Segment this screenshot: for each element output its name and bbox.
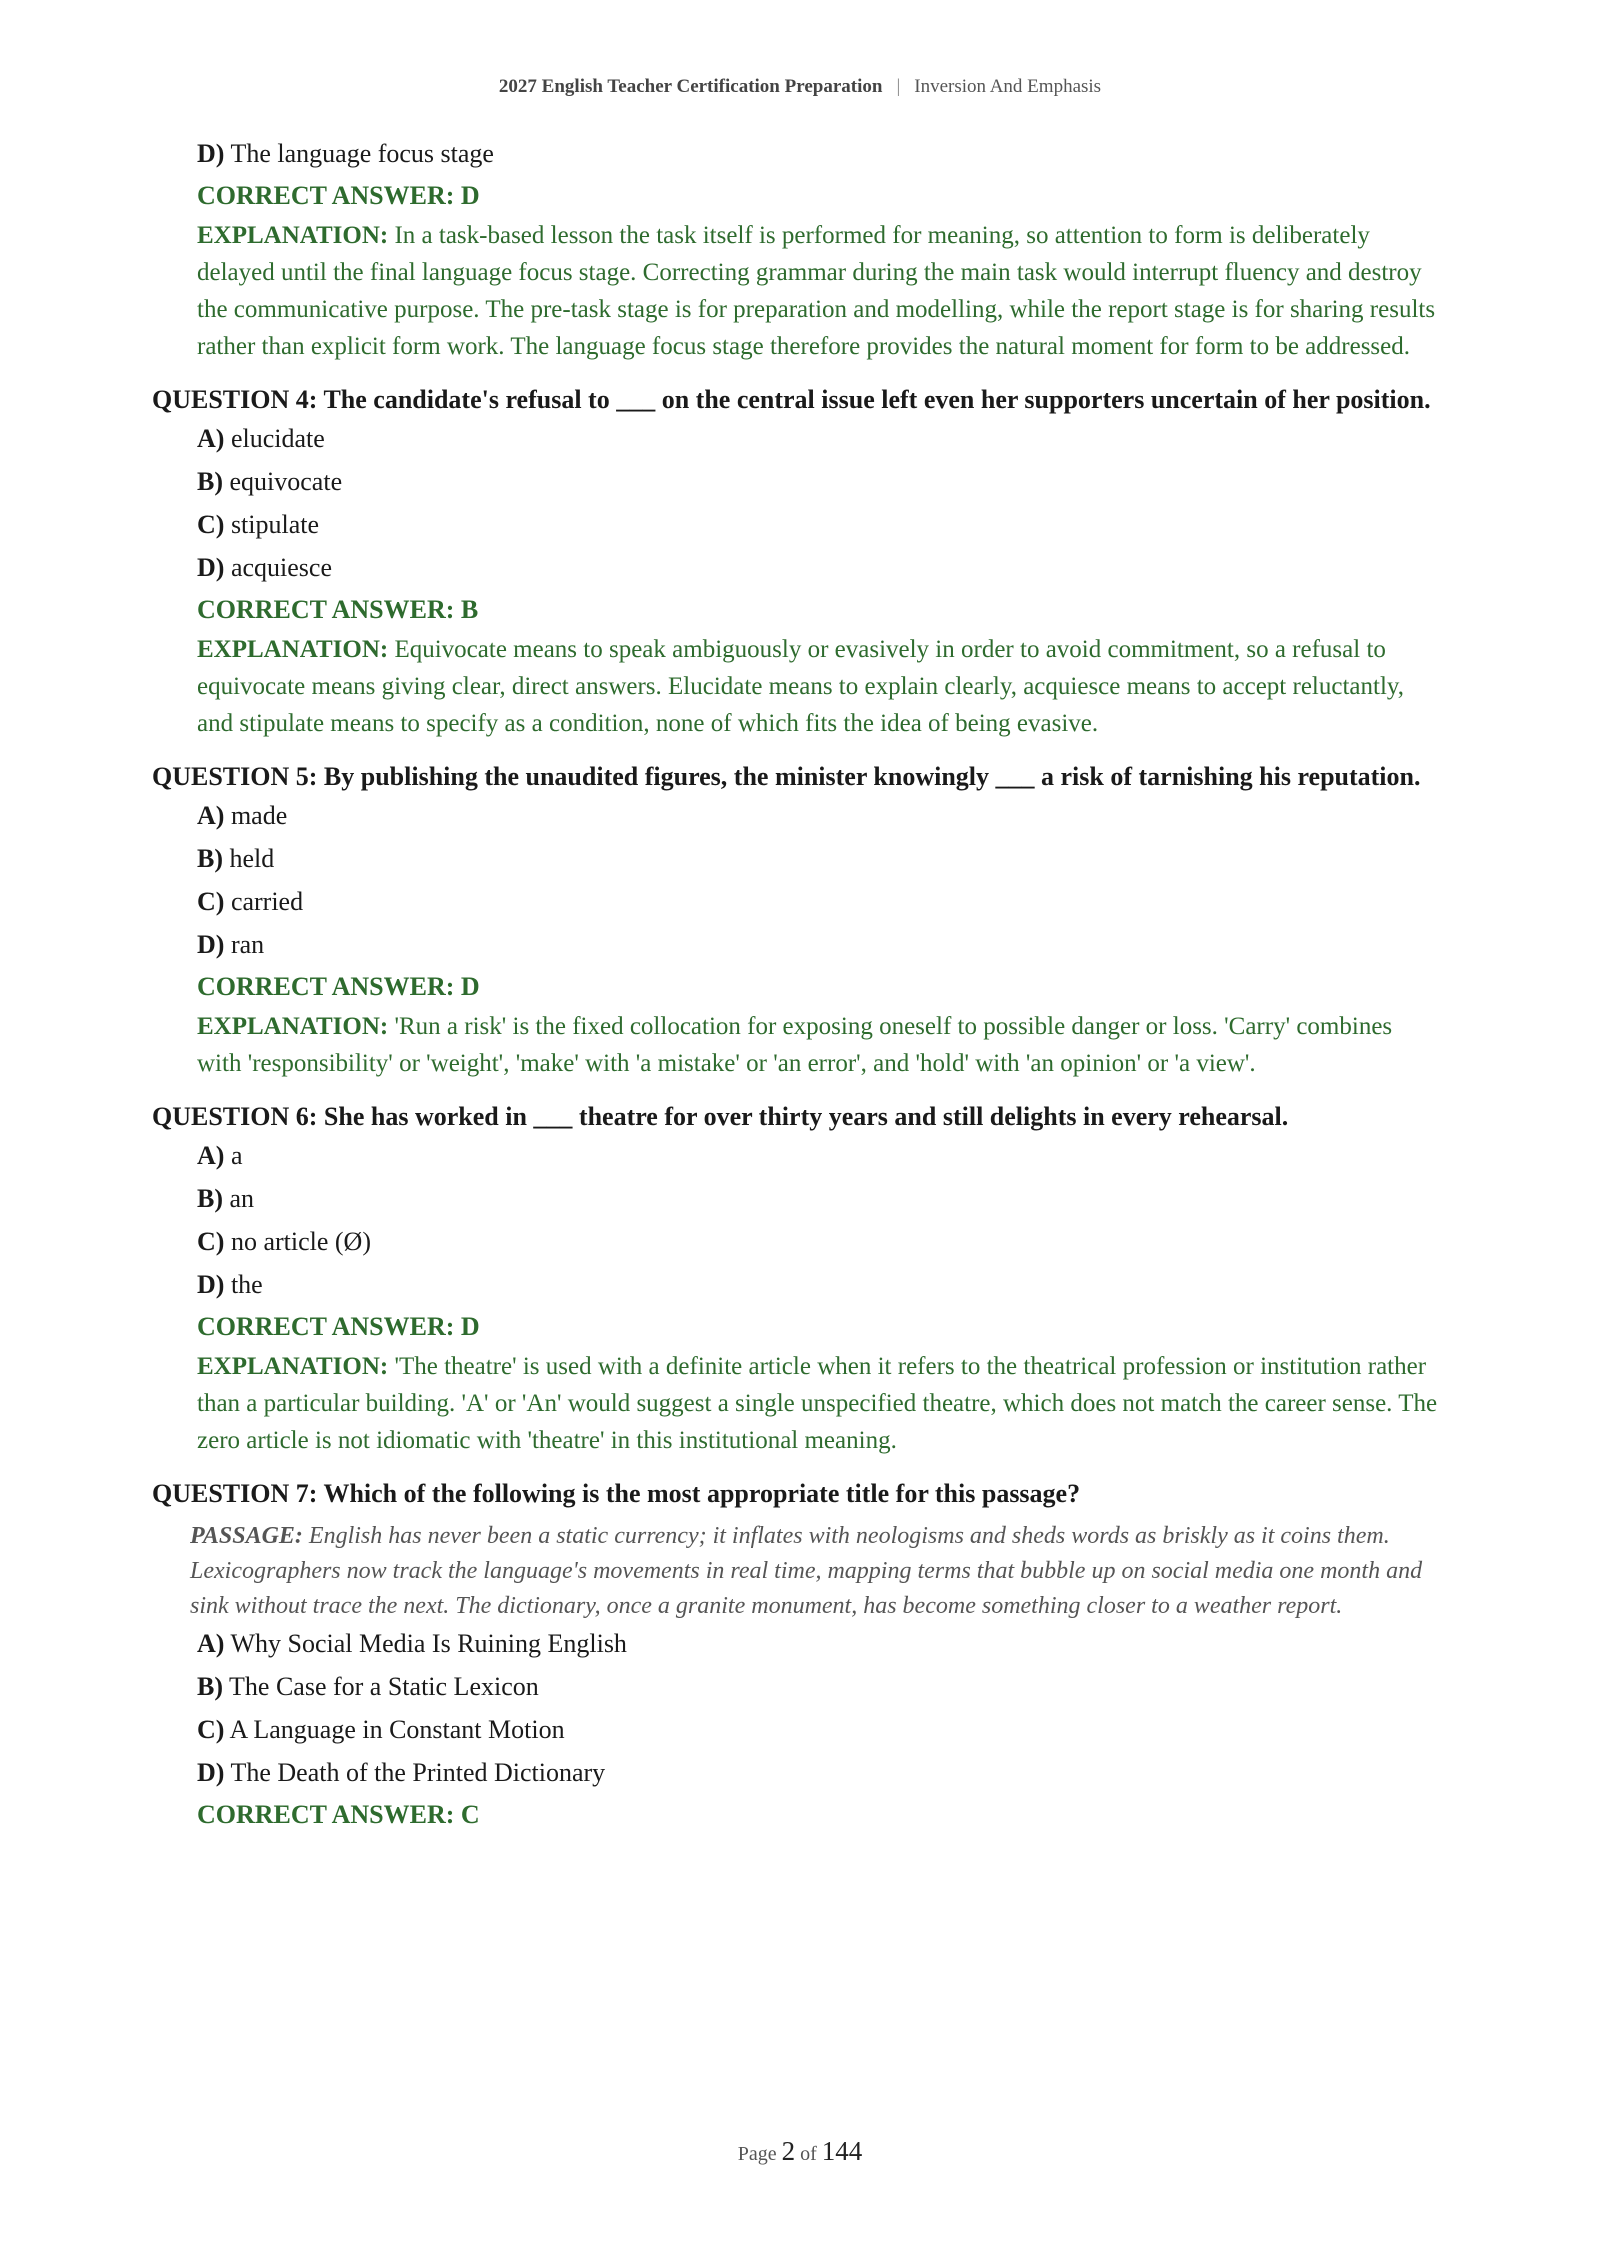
explanation-label: EXPLANATION: (197, 1353, 389, 1380)
question-5-options (152, 801, 1452, 960)
page-number: 2 (781, 2136, 796, 2166)
correct-answer: CORRECT ANSWER: B (197, 595, 479, 624)
option-letter: D) (197, 1270, 225, 1299)
page-footer (0, 2136, 1600, 2167)
option-text: equivocate (229, 467, 343, 496)
option-c (197, 1227, 1452, 1257)
option-text: Why Social Media Is Ruining English (230, 1629, 627, 1658)
option-text: held (229, 844, 275, 873)
q3-options (152, 139, 1452, 169)
explanation (152, 631, 1452, 742)
option-b (197, 467, 1452, 497)
option-d (197, 553, 1452, 583)
option-letter: B) (197, 467, 223, 496)
option-letter: C) (197, 510, 225, 539)
option-text: stipulate (230, 510, 320, 539)
option-text: carried (230, 887, 304, 916)
option-b (197, 1672, 1452, 1702)
option-b (197, 1184, 1452, 1214)
option-text: ran (230, 930, 265, 959)
option-text: The language focus stage (230, 139, 494, 168)
option-letter: B) (197, 1184, 223, 1213)
option-text: made (230, 801, 288, 830)
of-label: of (800, 2143, 817, 2165)
correct-answer: CORRECT ANSWER: D (197, 972, 480, 1001)
option-b (197, 844, 1452, 874)
explanation-text: Equivocate means to speak ambiguously or evasively in order to avoid commitment, so a refusal to equivocate means giving clear, direct answers. Elucidate means to explain clearly, acquiesce means to accept reluctantly, and stipulate means to specify as a condition, none of which fits the idea of being evasive. (197, 636, 1405, 737)
reading-passage (152, 1519, 1452, 1624)
question-5-stem: QUESTION 5: By publishing the unaudited figures, the minister knowingly ___ a risk of tarnishing his reputation. (152, 762, 1421, 791)
option-a (197, 801, 1452, 831)
passage-text: English has never been a static currency; it inflates with neologisms and sheds words as briskly as it coins them. Lexicographers now track the language's movements in real time, mapping terms that bubble up on social media one month and sink without trace the next. The dictionary, once a granite monument, has become something closer to a weather report. (190, 1523, 1423, 1619)
option-text: the (230, 1270, 263, 1299)
option-text: a (230, 1141, 243, 1170)
option-text: acquiesce (230, 553, 332, 582)
explanation-label: EXPLANATION: (197, 222, 389, 249)
option-c (197, 887, 1452, 917)
option-text: an (229, 1184, 255, 1213)
option-letter: C) (197, 887, 225, 916)
page-header (0, 76, 1600, 98)
question-4-options (152, 424, 1452, 583)
explanation-label: EXPLANATION: (197, 1013, 389, 1040)
explanation (152, 1008, 1452, 1082)
page-label: Page (737, 2143, 777, 2165)
question-6-stem: QUESTION 6: She has worked in ___ theatre for over thirty years and still delights in every rehearsal. (152, 1102, 1289, 1131)
option-letter: A) (197, 1629, 225, 1658)
option-letter: A) (197, 801, 225, 830)
option-letter: D) (197, 1758, 225, 1787)
question-7-stem: QUESTION 7: Which of the following is the most appropriate title for this passage? (152, 1479, 1081, 1508)
option-c (197, 1715, 1452, 1745)
correct-answer: CORRECT ANSWER: D (197, 181, 480, 210)
correct-answer: CORRECT ANSWER: D (197, 1312, 480, 1341)
option-letter: C) (197, 1227, 225, 1256)
option-d (197, 1270, 1452, 1300)
document-title: 2027 English Teacher Certification Preparation (498, 76, 883, 97)
option-text: The Death of the Printed Dictionary (230, 1758, 606, 1787)
option-c (197, 510, 1452, 540)
option-letter: D) (197, 930, 225, 959)
option-d (197, 1758, 1452, 1788)
option-letter: B) (197, 844, 223, 873)
passage-label: PASSAGE: (190, 1523, 303, 1549)
question-7-options (152, 1629, 1452, 1788)
question-6-options (152, 1141, 1452, 1300)
option-a (197, 1141, 1452, 1171)
section-title: Inversion And Emphasis (914, 76, 1102, 97)
option-d (197, 139, 1452, 169)
option-a (197, 424, 1452, 454)
header-separator: | (896, 76, 901, 97)
explanation-label: EXPLANATION: (197, 636, 389, 663)
explanation-text: 'Run a risk' is the fixed collocation for exposing oneself to possible danger or loss. 'Carry' combines with 'responsibility' or 'weight', 'make' with 'a mistake' or 'an error', and 'hold' with 'an opinion' or 'a view'. (197, 1013, 1393, 1077)
correct-answer: CORRECT ANSWER: C (197, 1800, 480, 1829)
explanation-text: 'The theatre' is used with a definite article when it refers to the theatrical profession or institution rather than a particular building. 'A' or 'An' would suggest a single unspecified theatre, which does not match the career sense. The zero article is not idiomatic with 'theatre' in this institutional meaning. (197, 1353, 1438, 1454)
option-letter: D) (197, 553, 225, 582)
option-text: A Language in Constant Motion (229, 1715, 565, 1744)
option-text: The Case for a Static Lexicon (229, 1672, 539, 1701)
option-letter: A) (197, 424, 225, 453)
option-text: elucidate (230, 424, 325, 453)
explanation-text: In a task-based lesson the task itself is performed for meaning, so attention to form is deliberately delayed until the final language focus stage. Correcting grammar during the main task would interrupt fluency and destroy the communicative purpose. The pre-task stage is for preparation and modelling, while the report stage is for sharing results rather than explicit form work. The language focus stage therefore provides the natural moment for form to be addressed. (197, 222, 1436, 360)
question-4-stem: QUESTION 4: The candidate's refusal to ___ on the central issue left even her supporters uncertain of her position. (152, 385, 1431, 414)
total-pages: 144 (821, 2136, 863, 2166)
option-letter: D) (197, 139, 225, 168)
page-content (152, 134, 1452, 1830)
explanation (152, 217, 1452, 365)
option-letter: B) (197, 1672, 223, 1701)
option-text: no article (Ø) (230, 1227, 371, 1256)
option-d (197, 930, 1452, 960)
option-letter: A) (197, 1141, 225, 1170)
option-a (197, 1629, 1452, 1659)
option-letter: C) (197, 1715, 225, 1744)
explanation (152, 1348, 1452, 1459)
